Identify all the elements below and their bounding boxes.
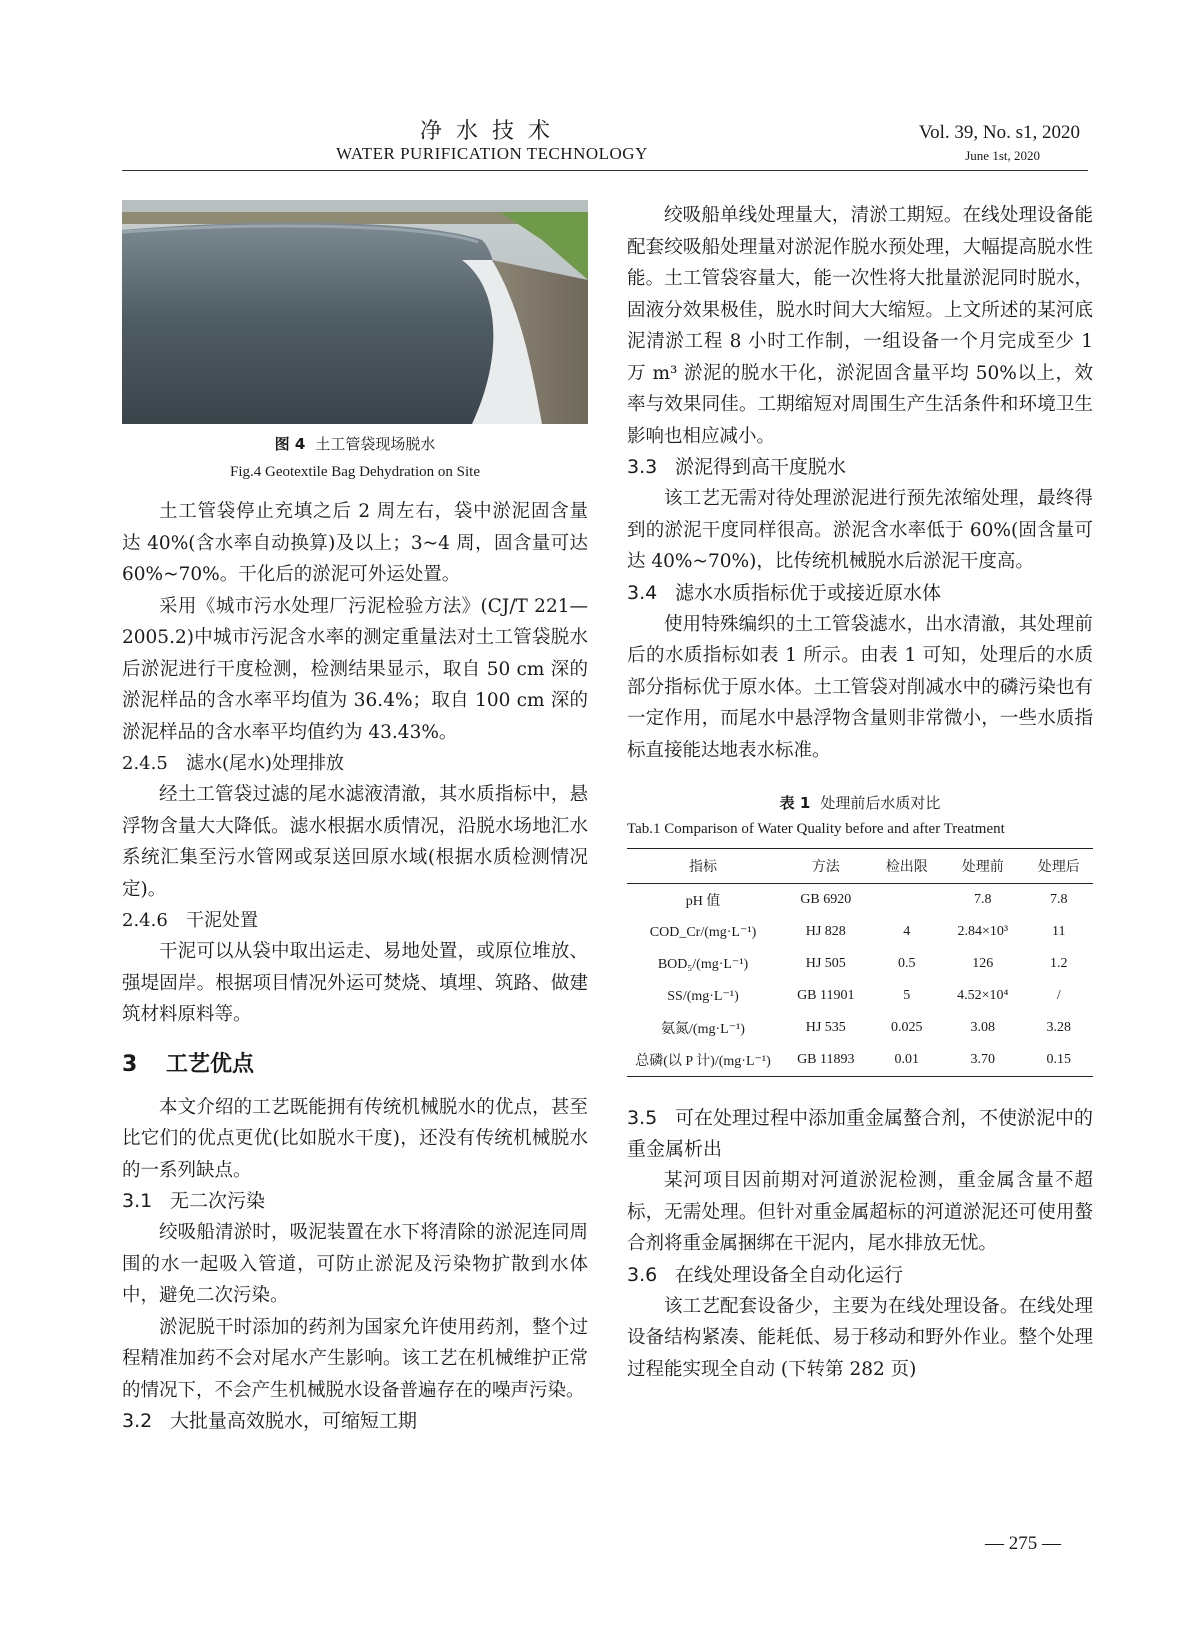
section-title: 在线处理设备全自动化运行 xyxy=(675,1263,904,1286)
journal-title-en: WATER PURIFICATION TECHNOLOGY xyxy=(336,144,648,163)
section-heading-2-4-6 xyxy=(122,905,588,936)
paragraph: 某河项目因前期对河道淤泥检测，重金属含量不超标，无需处理。但针对重金属超标的河道淤泥还可使用螯合剂将重金属捆绑在干泥内，尾水排放无忧。 xyxy=(627,1170,1093,1254)
paragraph: 该工艺无需对待处理淤泥进行预先浓缩处理，最终得到的淤泥干度同样很高。淤泥含水率低于 60%(固含量可达 40%~70%)，比传统机械脱水后淤泥干度高。 xyxy=(627,488,1093,572)
table-row xyxy=(627,916,1093,948)
section-title: 工艺优点 xyxy=(166,1051,255,1077)
table-cell: GB 11893 xyxy=(779,1044,873,1077)
table-cell: 氨氮/(mg·L⁻¹) xyxy=(661,1022,745,1037)
table-row xyxy=(627,948,1093,980)
table-caption-en: Tab.1 Comparison of Water Quality before and after Treatment xyxy=(627,821,1005,837)
paragraph: 土工管袋停止充填之后 2 周左右，袋中淤泥固含量达 40%(含水率自动换算)及以上；3~4 周，固含量可达 60%~70%。干化后的淤泥可外运处置。 xyxy=(122,501,588,585)
table-cell: 4.52×10⁴ xyxy=(957,988,1009,1003)
section-number: 3.4 xyxy=(627,581,658,604)
table-title-cn: 处理前后水质对比 xyxy=(820,794,941,812)
table-cell: 11 xyxy=(1052,924,1066,939)
section-number: 3.5 xyxy=(627,1107,658,1129)
section-heading-3 xyxy=(122,1047,588,1078)
table-header: 处理前 xyxy=(941,849,1025,884)
section-title: 滤水(尾水)处理排放 xyxy=(186,753,345,774)
table-cell: 0.5 xyxy=(898,956,916,971)
section-heading-3-5 xyxy=(627,1103,1093,1165)
table-header: 处理后 xyxy=(1025,849,1093,884)
table-cell: GB 6920 xyxy=(800,892,852,907)
section-title: 干泥处置 xyxy=(186,910,258,931)
table-header: 方法 xyxy=(779,849,873,884)
table-cell xyxy=(873,884,941,917)
table-cell: 2.84×10³ xyxy=(957,924,1009,939)
section-heading-3-2 xyxy=(122,1406,588,1437)
section-heading-2-4-5 xyxy=(122,748,588,779)
table-cell: 0.025 xyxy=(891,1020,923,1035)
section-title: 无二次污染 xyxy=(170,1190,266,1212)
section-number: 3.1 xyxy=(122,1190,153,1212)
table-cell: 7.8 xyxy=(974,892,992,907)
table-cell: 总磷(以 P 计)/(mg·L⁻¹) xyxy=(627,1044,779,1077)
paragraph: 使用特殊编织的土工管袋滤水，出水清澈，其处理前后的水质指标如表 1 所示。由表 1 可知，处理后的水质部分指标优于原水体。土工管袋对削减水中的磷污染也有一定作用，而尾水中悬浮物含量则非常微小，一些水质指标直接能达地表水标准。 xyxy=(627,613,1093,761)
right-column xyxy=(627,200,1093,1385)
section-number: 2.4.6 xyxy=(122,910,168,931)
table-cell: BOD₅/(mg·L⁻¹) xyxy=(657,956,749,972)
table-cell: 1.2 xyxy=(1050,956,1068,971)
table-cell: 0.01 xyxy=(873,1044,941,1077)
water-quality-table xyxy=(627,848,1093,1077)
paragraph: 绞吸船单线处理量大，清淤工期短。在线处理设备能配套绞吸船处理量对淤泥作脱水预处理，大幅提高脱水性能。土工管袋容量大，能一次性将大批量淤泥同时脱水，固液分效果极佳，脱水时间大大缩短。上文所述的某河底泥清淤工程 8 小时工作制，一组设备一个月完成至少 1 万 m³ 淤泥的脱水干化，淤泥固含量平均 50%以上，效率与效果同佳。工期缩短对周围生产生活条件和环境卫生影响也相应减小。 xyxy=(627,205,1093,447)
section-heading-3-4 xyxy=(627,578,1093,609)
paragraph: 经土工管袋过滤的尾水滤液清澈，其水质指标中，悬浮物含量大大降低。滤水根据水质情况，沿脱水场地汇水系统汇集至污水管网或泵送回原水域(根据水质检测情况定)。 xyxy=(122,784,588,900)
geotextile-bag-photo xyxy=(122,200,588,424)
section-number: 3.2 xyxy=(122,1410,153,1432)
section-heading-3-3 xyxy=(627,452,1093,483)
figure-4-photo xyxy=(122,200,588,424)
paragraph: 绞吸船清淤时，吸泥装置在水下将清除的淤泥连同周围的水一起吸入管道，可防止淤泥及污染物扩散到水体中，避免二次污染。 xyxy=(122,1222,588,1306)
table-cell: 7.8 xyxy=(1050,892,1068,907)
figure-caption-cn xyxy=(122,430,588,458)
section-number: 3.3 xyxy=(627,456,658,478)
table-row xyxy=(627,1012,1093,1044)
section-heading-3-1 xyxy=(122,1186,588,1217)
left-column xyxy=(122,200,588,1437)
table-cell: 4 xyxy=(903,924,911,939)
journal-date: June 1st, 2020 xyxy=(965,148,1040,163)
table-cell: HJ 505 xyxy=(805,956,846,971)
paragraph: 干泥可以从袋中取出运走、易地处置，或原位堆放、强堤固岸。根据项目情况外运可焚烧、填埋、筑路、做建筑材料原料等。 xyxy=(122,941,588,1025)
paragraph: 采用《城市污水处理厂污泥检验方法》(CJ/T 221—2005.2)中城市污泥含水率的测定重量法对土工管袋脱水后淤泥进行干度检测，检测结果显示，取自 50 cm 深的淤泥样品的含水率平均值为 36.4%；取自 100 cm 深的淤泥样品的含水率平均值约为 43.43%。 xyxy=(122,595,588,743)
table-cell: HJ 535 xyxy=(805,1020,846,1035)
table-cell: / xyxy=(1056,988,1061,1003)
table-row xyxy=(627,884,1093,917)
table-caption-cn xyxy=(627,790,1093,816)
table-cell: pH 值 xyxy=(685,894,721,909)
table-cell: 0.15 xyxy=(1025,1044,1093,1077)
table-cell: HJ 828 xyxy=(805,924,846,939)
table-header: 指标 xyxy=(627,849,779,884)
table-cell: 3.08 xyxy=(970,1020,996,1035)
section-title: 滤水水质指标优于或接近原水体 xyxy=(675,581,942,604)
table-header-row xyxy=(627,849,1093,884)
section-number: 3 xyxy=(122,1051,138,1077)
table-label: 表 1 xyxy=(779,794,811,812)
figure-title-cn: 土工管袋现场脱水 xyxy=(315,435,436,453)
journal-header xyxy=(122,112,1088,171)
journal-volume: Vol. 39, No. s1, 2020 xyxy=(918,122,1080,143)
section-title: 大批量高效脱水，可缩短工期 xyxy=(170,1410,418,1432)
section-title: 可在处理过程中添加重金属螯合剂，不使淤泥中的重金属析出 xyxy=(627,1107,1094,1160)
page-number: — 275 — xyxy=(985,1533,1061,1554)
table-row xyxy=(627,980,1093,1012)
section-number: 3.6 xyxy=(627,1263,658,1286)
table-cell: 126 xyxy=(972,956,994,971)
table-cell: 3.70 xyxy=(941,1044,1025,1077)
table-cell: 5 xyxy=(903,988,911,1003)
section-heading-3-6 xyxy=(627,1260,1093,1291)
paragraph: 淤泥脱干时添加的药剂为国家允许使用药剂，整个过程精准加药不会对尾水产生影响。该工艺在机械维护正常的情况下，不会产生机械脱水设备普遍存在的噪声污染。 xyxy=(122,1316,588,1401)
figure-caption-en: Fig.4 Geotextile Bag Dehydration on Site xyxy=(230,464,480,480)
section-number: 2.4.5 xyxy=(122,753,168,774)
table-cell: 3.28 xyxy=(1046,1020,1072,1035)
table-cell: SS/(mg·L⁻¹) xyxy=(667,988,739,1004)
table-cell: GB 11901 xyxy=(797,988,855,1003)
paragraph: 该工艺配套设备少，主要为在线处理设备。在线处理设备结构紧凑、能耗低、易于移动和野外作业。整个处理过程能实现全自动 (下转第 282 页) xyxy=(627,1295,1093,1380)
table-header: 检出限 xyxy=(873,849,941,884)
section-title: 淤泥得到高干度脱水 xyxy=(675,456,847,478)
table-row xyxy=(627,1044,1093,1077)
paragraph: 本文介绍的工艺既能拥有传统机械脱水的优点，甚至比它们的优点更优(比如脱水干度)，还没有传统机械脱水的一系列缺点。 xyxy=(122,1096,588,1181)
table-cell: COD_Cr/(mg·L⁻¹) xyxy=(649,924,757,940)
journal-title-cn: 净水技术 xyxy=(419,119,564,144)
figure-label: 图 4 xyxy=(274,435,306,453)
